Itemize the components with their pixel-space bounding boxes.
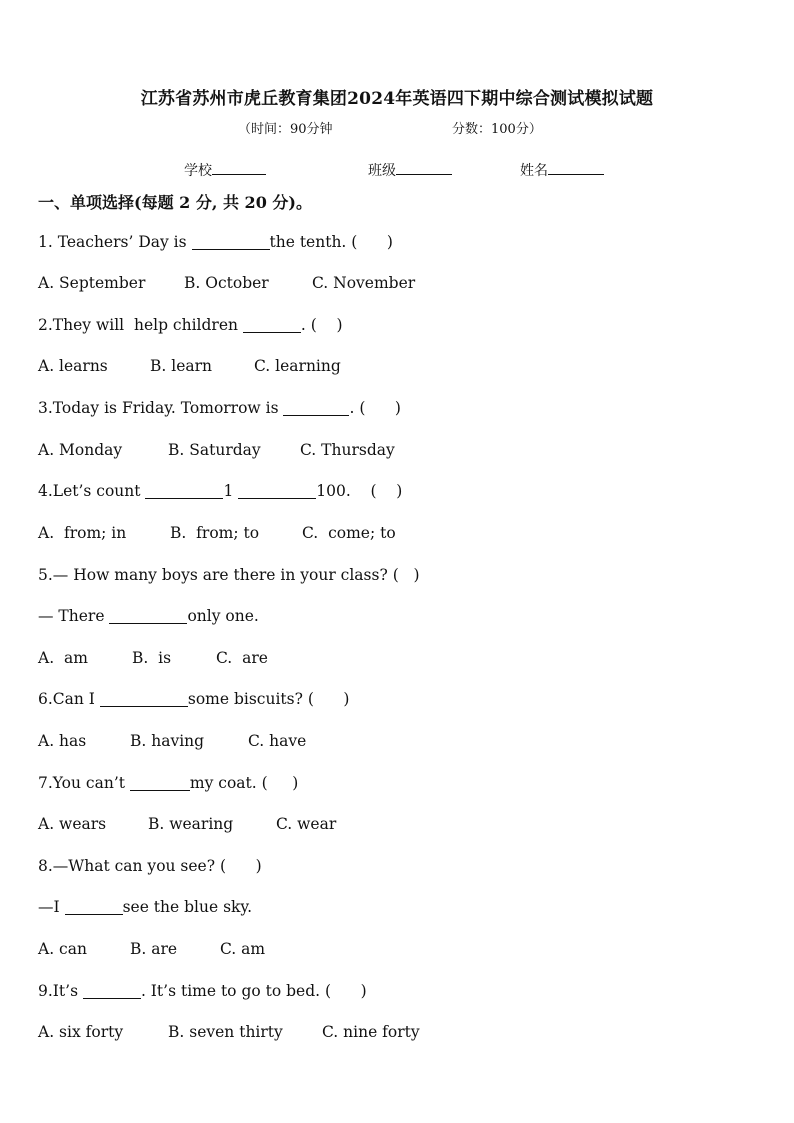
question-text: 100. ( ) — [316, 482, 403, 500]
option-a[interactable]: A. six forty — [38, 1023, 124, 1041]
reply-text: —I — [38, 898, 65, 916]
question-text: 9.It’s — [38, 982, 83, 1000]
name-label: 姓名 — [520, 163, 548, 179]
option-c[interactable]: C. wear — [276, 815, 337, 833]
class-label: 班级 — [368, 163, 396, 179]
name-field — [520, 160, 548, 180]
class-blank[interactable] — [396, 160, 452, 175]
option-c[interactable]: C. have — [248, 732, 307, 750]
option-c[interactable]: C. come; to — [302, 524, 396, 542]
question-text: 8.—What can you see? ( ) — [38, 857, 262, 875]
option-a[interactable]: A. has — [38, 732, 87, 750]
option-b[interactable]: B. wearing — [148, 815, 234, 833]
total-score: 分数：100分） — [452, 122, 542, 137]
question-2 — [38, 316, 343, 334]
option-a[interactable]: A. Monday — [38, 441, 123, 459]
question-text: some biscuits? ( ) — [187, 690, 350, 708]
name-blank[interactable] — [548, 160, 604, 175]
class-field — [368, 160, 396, 180]
answer-blank[interactable] — [100, 690, 188, 707]
question-text: . It’s time to go to bed. ( ) — [140, 982, 367, 1000]
option-c[interactable]: C. are — [216, 649, 268, 667]
school-label: 学校 — [184, 163, 212, 179]
question-text: . ( ) — [349, 399, 401, 417]
question-8 — [38, 857, 262, 875]
answer-blank[interactable] — [65, 898, 123, 915]
answer-blank[interactable] — [109, 607, 187, 624]
option-a[interactable]: A. from; in — [38, 524, 127, 542]
answer-blank[interactable] — [130, 774, 190, 791]
reply-text: see the blue sky. — [122, 898, 253, 916]
exam-title: 江苏省苏州市虎丘教育集团2024年英语四下期中综合测试模拟试题 — [140, 89, 654, 109]
question-text: 1 — [223, 482, 239, 500]
question-text: . ( ) — [300, 316, 343, 334]
question-9 — [38, 982, 367, 1000]
question-text: 2.They will help children — [38, 316, 243, 334]
option-a[interactable]: A. can — [38, 940, 87, 958]
question-3 — [38, 399, 401, 417]
question-5 — [38, 566, 420, 584]
question-4 — [38, 482, 402, 500]
answer-blank[interactable] — [283, 399, 349, 416]
question-text: 7.You can’t — [38, 774, 130, 792]
option-c[interactable]: C. learning — [254, 357, 341, 375]
question-text: the tenth. ( ) — [269, 233, 393, 251]
option-c[interactable]: C. nine forty — [322, 1023, 420, 1041]
time-limit: （时间：90分钟 — [238, 122, 333, 137]
reply-text: only one. — [187, 607, 259, 625]
question-text: 1. Teachers’ Day is — [38, 233, 192, 251]
option-b[interactable]: B. is — [132, 649, 172, 667]
question-text: my coat. ( ) — [189, 774, 299, 792]
reply-text: — There — [38, 607, 110, 625]
option-c[interactable]: C. Thursday — [300, 441, 395, 459]
answer-blank[interactable] — [238, 482, 316, 499]
option-a[interactable]: A. September — [38, 274, 146, 292]
school-blank[interactable] — [212, 160, 266, 175]
question-8-reply — [38, 898, 252, 916]
school-field — [184, 160, 212, 180]
answer-blank[interactable] — [192, 233, 270, 250]
question-5-reply — [38, 607, 259, 625]
option-a[interactable]: A. learns — [38, 357, 108, 375]
answer-blank[interactable] — [243, 316, 301, 333]
answer-blank[interactable] — [83, 982, 141, 999]
option-c[interactable]: C. November — [312, 274, 416, 292]
question-text: 6.Can I — [38, 690, 100, 708]
question-text: 3.Today is Friday. Tomorrow is — [38, 399, 284, 417]
answer-blank[interactable] — [145, 482, 223, 499]
question-text: 4.Let’s count — [38, 482, 146, 500]
option-a[interactable]: A. wears — [38, 815, 107, 833]
option-a[interactable]: A. am — [38, 649, 88, 667]
option-c[interactable]: C. am — [220, 940, 266, 958]
option-b[interactable]: B. learn — [150, 357, 213, 375]
question-6 — [38, 690, 349, 708]
section-heading: 一、单项选择(每题 2 分, 共 20 分)。 — [38, 193, 312, 212]
question-7 — [38, 774, 298, 792]
option-b[interactable]: B. October — [184, 274, 269, 292]
option-b[interactable]: B. seven thirty — [168, 1023, 283, 1041]
option-b[interactable]: B. from; to — [170, 524, 260, 542]
question-text: 5.— How many boys are there in your class? ( ) — [38, 566, 420, 584]
option-b[interactable]: B. are — [130, 940, 178, 958]
option-b[interactable]: B. having — [130, 732, 205, 750]
question-1 — [38, 233, 393, 251]
option-b[interactable]: B. Saturday — [168, 441, 261, 459]
